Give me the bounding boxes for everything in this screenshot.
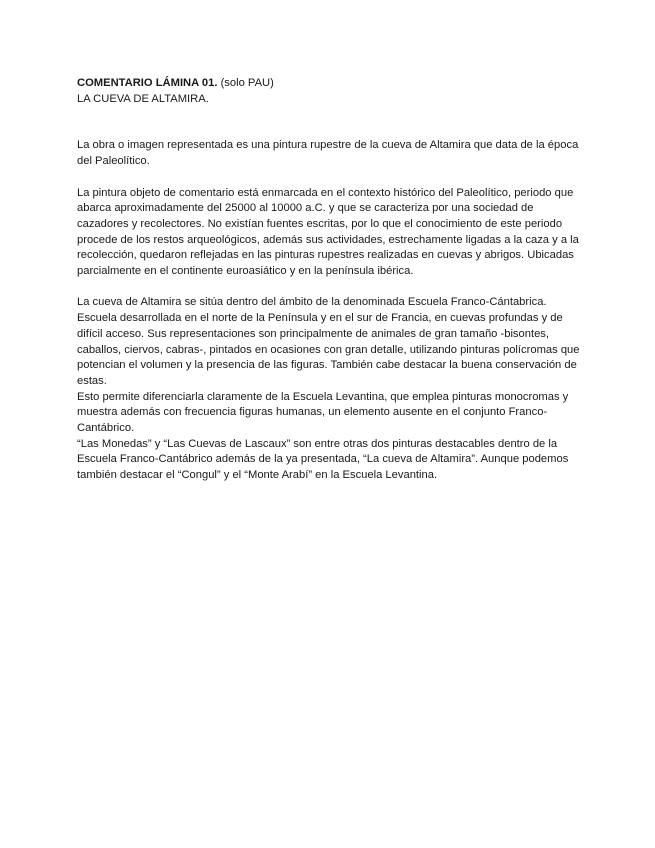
paragraph-intro: La obra o imagen representada es una pintura rupestre de la cueva de Altamira que data de la época del Paleolítico. (77, 139, 579, 168)
document-subtitle: LA CUEVA DE ALTAMIRA. (77, 92, 209, 105)
spacer (77, 170, 582, 186)
paragraph-altamira: La cueva de Altamira se sitúa dentro del ámbito de la denominada Escuela Franco-Cántabrica. Escuela desarrollada en el norte de la Península y en el sur de Francia, en cuevas profundas y de difícil acceso. Sus representaciones son principalmente de animales de gran tamaño -bisontes, caballos, ciervos, cabras-, pintados en ocasiones con gran detalle, utilizando pinturas polícromas que potencian el volumen y la presencia de las figuras. También cabe destacar la buena conservación de estas. (77, 296, 580, 387)
document-title (77, 76, 582, 92)
title-note: (solo PAU) (217, 77, 274, 89)
spacer (77, 107, 582, 138)
title-bold-text: COMENTARIO LÁMINA 01. (77, 77, 218, 89)
paragraph-examples: “Las Monedas” y “Las Cuevas de Lascaux” son entre otras dos pinturas destacables dentro de la Escuela Franco-Cantábrico además de la ya presentada, “La cueva de Altamira”. Aunque podemos también destacar el “Congul” y el “Monte Arabí” en la Escuela Levantina. (77, 437, 569, 482)
spacer (77, 280, 582, 296)
paragraph-context: La pintura objeto de comentario está enmarcada en el contexto histórico del Paleolítico, periodo que abarca aproximadamente del 25000 al 10000 a.C. y que se caracteriza por una sociedad de cazadores y recolectores. No existían fuentes escritas, por lo que el conocimiento de este periodo procede de los restos arqueológicos, además sus actividades, estrechamente ligadas a la caza y a la recolección, quedaron reflejadas en las pinturas rupestres realizadas en cuevas y abrigos. Ubicadas parcialmente en el continente euroasiático y en la península ibérica. (77, 186, 579, 278)
document-body (77, 76, 582, 484)
paragraph-levantina: Esto permite diferenciarla claramente de la Escuela Levantina, que emplea pinturas monocromas y muestra además con frecuencia figuras humanas, un elemento ausente en el conjunto Franco-Cantábrico. (77, 390, 569, 435)
